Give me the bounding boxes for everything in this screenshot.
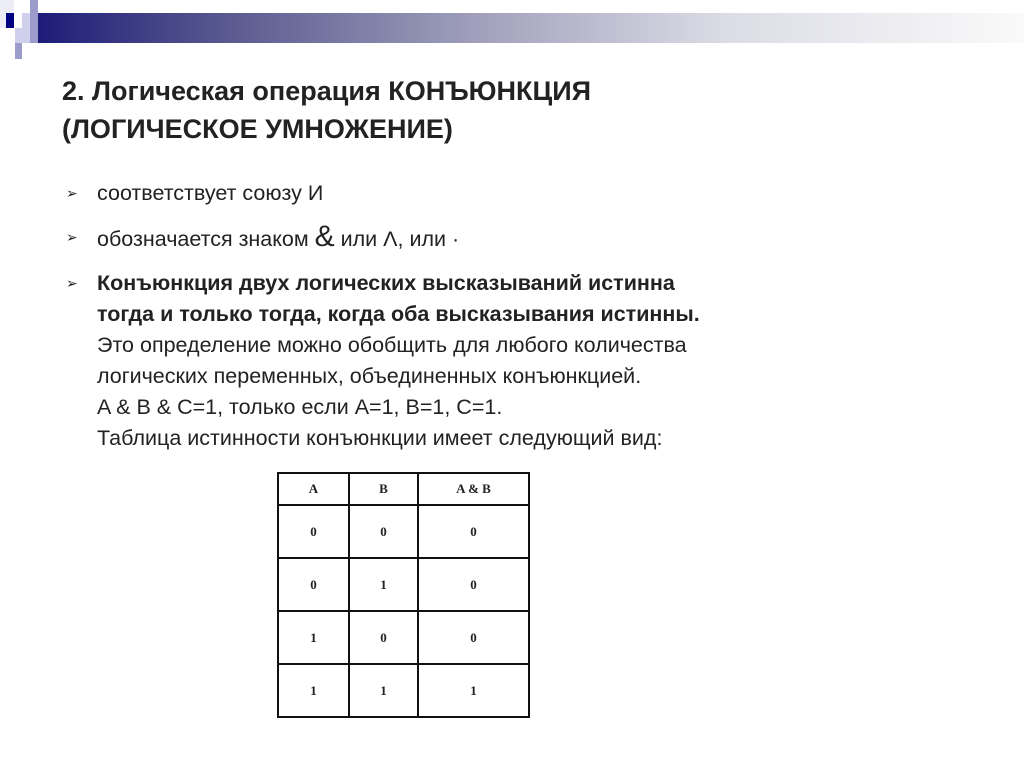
definition-bold: Конъюнкция двух логических высказываний истинна <box>97 271 675 295</box>
cell: 0 <box>418 558 529 611</box>
definition-bold: тогда и только тогда, когда оба высказывания истинны. <box>97 302 700 326</box>
table-row <box>278 558 529 611</box>
bullet-list <box>66 178 966 468</box>
header-cell: A <box>278 473 349 505</box>
list-item <box>66 178 966 208</box>
header-cell: B <box>349 473 418 505</box>
truth-table <box>277 472 530 718</box>
cell: 0 <box>278 558 349 611</box>
table-row <box>278 611 529 664</box>
cell: 0 <box>278 505 349 558</box>
bullet-text: обозначается знаком <box>97 227 315 251</box>
cell: 0 <box>418 505 529 558</box>
cell: 1 <box>349 558 418 611</box>
cell: 0 <box>349 505 418 558</box>
arrow-bullet-icon: ➢ <box>66 185 78 201</box>
deco-square <box>30 13 38 43</box>
bullet-text: или Λ, или · <box>334 227 460 251</box>
title-line: (ЛОГИЧЕСКОЕ УМНОЖЕНИЕ) <box>62 114 453 144</box>
header-cell: A & B <box>418 473 529 505</box>
slide-title <box>62 72 591 148</box>
cell: 0 <box>349 611 418 664</box>
cell: 1 <box>349 664 418 717</box>
bullet-text: соответствует союзу И <box>97 181 324 205</box>
list-item <box>66 268 966 454</box>
bullet-text: Это определение можно обобщить для любого количества <box>97 333 687 357</box>
table-row <box>278 664 529 717</box>
deco-square-dark <box>6 13 14 28</box>
deco-square <box>15 28 30 43</box>
list-item <box>66 222 966 254</box>
cell: 0 <box>418 611 529 664</box>
title-line: 2. Логическая операция КОНЪЮНКЦИЯ <box>62 76 592 106</box>
table-row <box>278 505 529 558</box>
arrow-bullet-icon: ➢ <box>66 229 78 245</box>
cell: 1 <box>278 664 349 717</box>
deco-square <box>30 0 38 14</box>
bullet-text: Таблица истинности конъюнкции имеет следующий вид: <box>97 426 663 450</box>
bullet-text: A & B & C=1, только если A=1, B=1, C=1. <box>97 395 503 419</box>
arrow-bullet-icon: ➢ <box>66 275 78 291</box>
header-gradient-bar <box>30 13 1024 43</box>
bullet-text: логических переменных, объединенных конъюнкцией. <box>97 364 642 388</box>
cell: 1 <box>278 611 349 664</box>
table-header-row <box>278 473 529 505</box>
cell: 1 <box>418 664 529 717</box>
ampersand-symbol: & <box>314 220 335 253</box>
deco-square <box>15 43 22 59</box>
